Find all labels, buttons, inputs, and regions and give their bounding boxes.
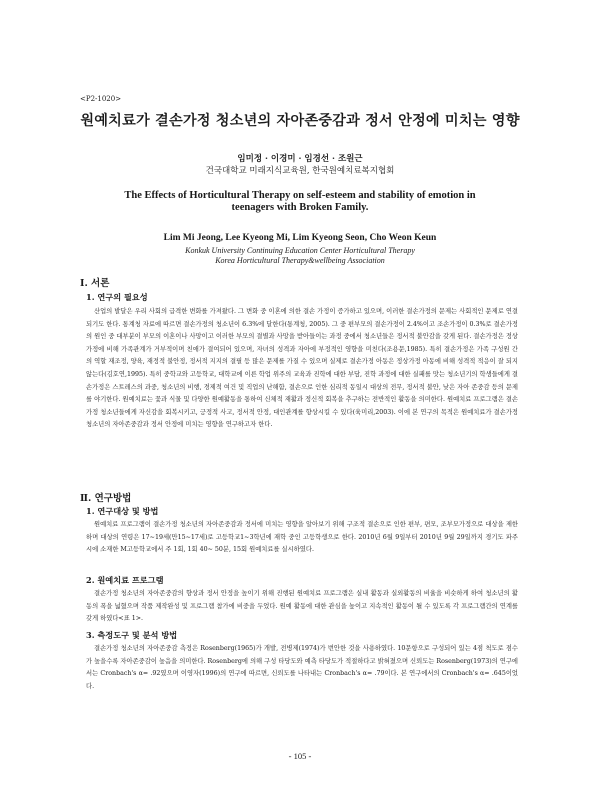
- korean-title: 원예치료가 결손가정 청소년의 자아존중감과 정서 안정에 미치는 영향: [80, 113, 520, 129]
- measure-paragraph: 결손가정 청소년의 자아존중감 측정은 Rosenberg(1965)가 개발, 전병제(1974)가 번안한 것을 사용하였다. 10문항으로 구성되어 있는 4점 척도로 점수가 높을수록 자아존중감이 높음을 의미한다. Rosenberg에 의해 구성 타당도와 예측 타당도가 적절하다고 밝혀졌으며 신뢰도는 Rosenberg(1973)의 연구에서는 Cronbach's α= .92였으며 이영자(1996)의 연구에 따르면, 신뢰도를 나타내는 Cronbach's α= .79이다. 본 연구에서의 Cronbach's α= .645이었다.: [86, 645, 518, 690]
- poster-code: <P2-1020>: [80, 95, 122, 103]
- korean-authors: 임미정 · 이경미 · 임경선 · 조원근: [237, 154, 363, 164]
- english-authors: Lim Mi Jeong, Lee Kyeong Mi, Lim Kyeong Seon, Cho Weon Keun: [163, 233, 437, 243]
- english-affiliation-line1: Konkuk University Continuing Education Center Horticultural Therapy: [185, 246, 415, 255]
- english-title-line2: teenagers with Broken Family.: [231, 202, 369, 213]
- need-paragraph: 산업의 발달은 우리 사회의 급격한 변화를 가져왔다. 그 변화 중 이혼에 의한 결손 가정이 증가하고 있으며, 이러한 결손가정의 문제는 사회적인 문제로 연결되기도 한다. 통계청 자료에 따르면 결손가정의 청소년이 6.3%에 달한다(통계청, 2005). 그 중 편부모의 결손가정이 2.4%이고 조손가정이 0.3%로 결손가정의 원인 중 대부분이 부모의 이혼이나 사망이고 이러한 부모의 결별과 사망을 받아들이는 과정 중에서 청소년들은 정서적 불안감을 갖게 된다. 결손가정은 정상 가정에 비해 가족관계가 거부적이며 친애가 결여되어 있으며, 자녀의 성격과 자아에 부정적인 영향을 미친다(조용문,1985). 특히 결손가정은 가족 구성원 간의 역할 재조정, 양육, 재정적 불안정, 정서적 지지의 결필 등 많은 문제를 가질 수 있으며 실제로 결손가정 아동은 정상가정 아동에 비해 성격적 적응이 잘 되지 않는다(김호연,1995). 특히 중학교와 고등학교, 대학교에 이른 학업 위주의 교육과 진학에 대한 부담, 진학 과정에 대한 실패를 맛는 청소년기의 학생들에게 결손가정은 스트레스의 과중, 청소년의 비행, 경제적 여건 및 직업의 난해함, 결손으로 인한 심리적 동일시 대상의 전무, 정서적 불안, 낮은 자아 존중감 등의 문제를 야기한다. 원예치료는 꽃과 식물 및 다양한 원예활동을 통하여 신체적 재활과 정신적 회복을 추구하는 전반적인 활동을 의미한다. 원예치료 프로그램은 결손가정 청소년들에게 자신감을 회복시키고, 긍정적 사고, 정서적 안정, 대인관계를 향상시킬 수 있다(육미리,2003). 이에 본 연구의 목적은 원예치료가 결손가정 청소년의 자아존중감과 정서 안정에 미치는 영향을 연구하고자 한다.: [86, 308, 518, 429]
- subject-paragraph: 원예치료 프로그램이 결손가정 청소년의 자아존중감과 정서에 미치는 영향을 알아보기 위해 구조적 결손으로 인한 편부, 편모, 조부모가정으로 대상을 제한하며 대상의 연령은 17~19세(만15~17세)로 고등학교1~3학년에 재학 중인 고등학생으로 한다. 2010년 6월 9일부터 2010년 9월 29일까지 경기도 파주시에 소재한 M고등학교에서 주 1회, 1회 40~ 50분, 15회 원예치료를 실시하였다.: [86, 521, 518, 554]
- method-heading: Ⅱ. 연구방법: [80, 493, 132, 504]
- english-title-line1: The Effects of Horticultural Therapy on self-esteem and stability of emotion in: [124, 190, 476, 201]
- english-affiliation-line2: Korea Horticultural Therapy&wellbeing Association: [215, 256, 385, 265]
- korean-affiliation: 건국대학교 미래지식교육원, 한국원예치료복지협회: [205, 166, 395, 176]
- page-number: - 105 -: [288, 751, 312, 761]
- english-title: [80, 190, 520, 214]
- subject-heading: 1. 연구대상 및 방법: [86, 506, 159, 516]
- need-heading: 1. 연구의 필요성: [86, 292, 148, 302]
- measure-heading: 3. 측정도구 및 분석 방법: [86, 630, 178, 640]
- program-paragraph: 결손가정 청소년의 자아존중감의 향상과 정서 안정을 높이기 위해 진행된 원예치료 프로그램은 실내 활동과 실외활동의 비율을 비슷하게 하여 청소년의 활동의 폭을 넓혔으며 작품 제작완성 및 프로그램 참가에 비중을 두었다. 원예 활동에 대한 관심을 높이고 지속적인 활동이 될 수 있도록 각 프로그램간의 연계를 갖게 하였다<표 1>.: [86, 590, 518, 623]
- intro-heading: Ⅰ. 서론: [80, 278, 110, 289]
- program-heading: 2. 원예치료 프로그램: [86, 575, 164, 585]
